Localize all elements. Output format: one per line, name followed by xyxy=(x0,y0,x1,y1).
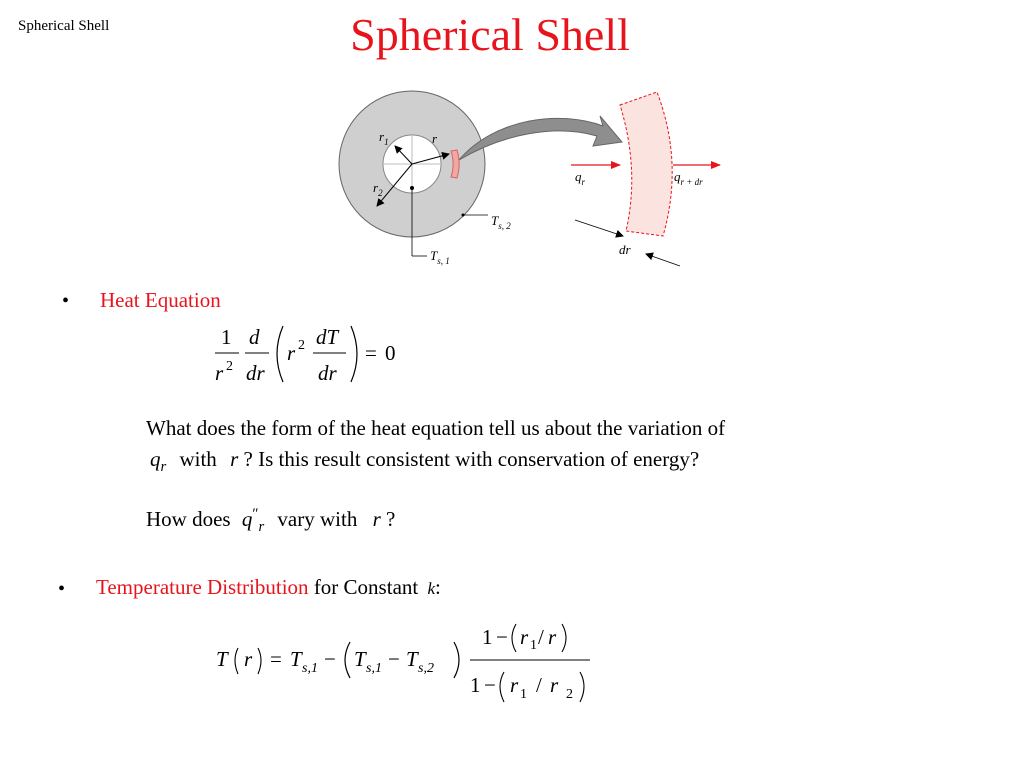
eq-r-exp: 2 xyxy=(226,359,233,374)
temperature-distribution-suffix: for Constant xyxy=(313,575,419,599)
eq-r2: r xyxy=(287,341,296,365)
label-ts2: $T_{s, 2}$ xyxy=(491,213,511,231)
te-num-r1: r xyxy=(520,625,529,649)
temperature-distribution-line xyxy=(96,575,441,600)
eq-dT: dT xyxy=(316,325,339,349)
q2-q: q xyxy=(241,507,253,531)
q1-q: q xyxy=(150,447,161,471)
te-den-r2: r xyxy=(550,673,559,697)
te-num-slash: / xyxy=(538,625,544,649)
te-den-r1: r xyxy=(510,673,519,697)
question1-line2 xyxy=(150,447,700,476)
te-T: T xyxy=(216,647,228,671)
label-r: r xyxy=(432,131,438,146)
eq-zero: 0 xyxy=(385,341,396,365)
te-equals: = xyxy=(270,647,282,671)
te-minus: − xyxy=(324,647,336,671)
te-den-r2-sub: 2 xyxy=(566,687,573,702)
te-Ts2-sub: s,2 xyxy=(418,661,434,676)
q2-qmark: ? xyxy=(386,507,396,531)
eq-dr: dr xyxy=(246,361,265,385)
te-r: r xyxy=(244,647,253,671)
te-num-minus: − xyxy=(496,625,508,649)
te-den-slash: / xyxy=(536,673,542,697)
bullet-marker: • xyxy=(62,290,70,312)
constant-k: k xyxy=(427,579,436,598)
slide-title: Spherical Shell xyxy=(350,9,630,60)
header-label: Spherical Shell xyxy=(18,18,110,34)
te-num-one: 1 xyxy=(482,625,493,649)
bullet-marker: • xyxy=(58,578,66,600)
q1-part2: ? Is this result consistent with conservation of energy? xyxy=(243,447,700,471)
te-minus2: − xyxy=(388,647,400,671)
eq-equals: = xyxy=(365,341,377,365)
q2-q-sub: r xyxy=(258,519,265,536)
q2-q-prime: ″ xyxy=(252,505,259,522)
temperature-equation xyxy=(210,620,610,710)
eq-one: 1 xyxy=(221,325,232,349)
label-ts1: $T_{s, 1}$ xyxy=(430,248,450,266)
te-den-one: 1 xyxy=(470,673,481,697)
spherical-shell-figure xyxy=(335,88,735,278)
q1-with: with xyxy=(179,447,217,471)
q2-r: r xyxy=(372,507,381,531)
te-Ts1b: T xyxy=(354,647,366,671)
label-r1: $r_1$ xyxy=(379,129,389,147)
te-Ts1b-sub: s,1 xyxy=(366,661,382,676)
te-Ts2: T xyxy=(406,647,418,671)
label-dr: dr xyxy=(619,242,631,257)
sphere-cross-section xyxy=(339,91,488,256)
q2-part2: vary with xyxy=(277,507,358,531)
label-qr-dr: $q_{r + dr}$ xyxy=(674,169,703,187)
question2-line xyxy=(146,505,396,536)
label-qr: $q_r$ xyxy=(575,169,586,187)
heat-equation xyxy=(205,320,415,395)
te-num-r1-sub: 1 xyxy=(530,638,537,653)
eq-dr2: dr xyxy=(318,361,337,385)
eq-d: d xyxy=(249,325,260,349)
q1-r: r xyxy=(230,447,239,471)
heat-equation-label: Heat Equation xyxy=(100,288,221,312)
q1-q-sub: r xyxy=(160,459,167,476)
colon: : xyxy=(435,575,441,599)
question1-line1: What does the form of the heat equation tell us about the variation of xyxy=(146,416,726,440)
te-Ts1: T xyxy=(290,647,302,671)
label-r2: $r_2$ xyxy=(373,180,383,198)
te-num-r: r xyxy=(548,625,557,649)
temperature-distribution-label: Temperature Distribution xyxy=(96,575,309,599)
eq-r2-exp: 2 xyxy=(298,338,305,353)
eq-r: r xyxy=(215,361,224,385)
te-den-r1-sub: 1 xyxy=(520,687,527,702)
q2-part1: How does xyxy=(146,507,231,531)
te-den-minus: − xyxy=(484,673,496,697)
te-Ts1-sub: s,1 xyxy=(302,661,318,676)
